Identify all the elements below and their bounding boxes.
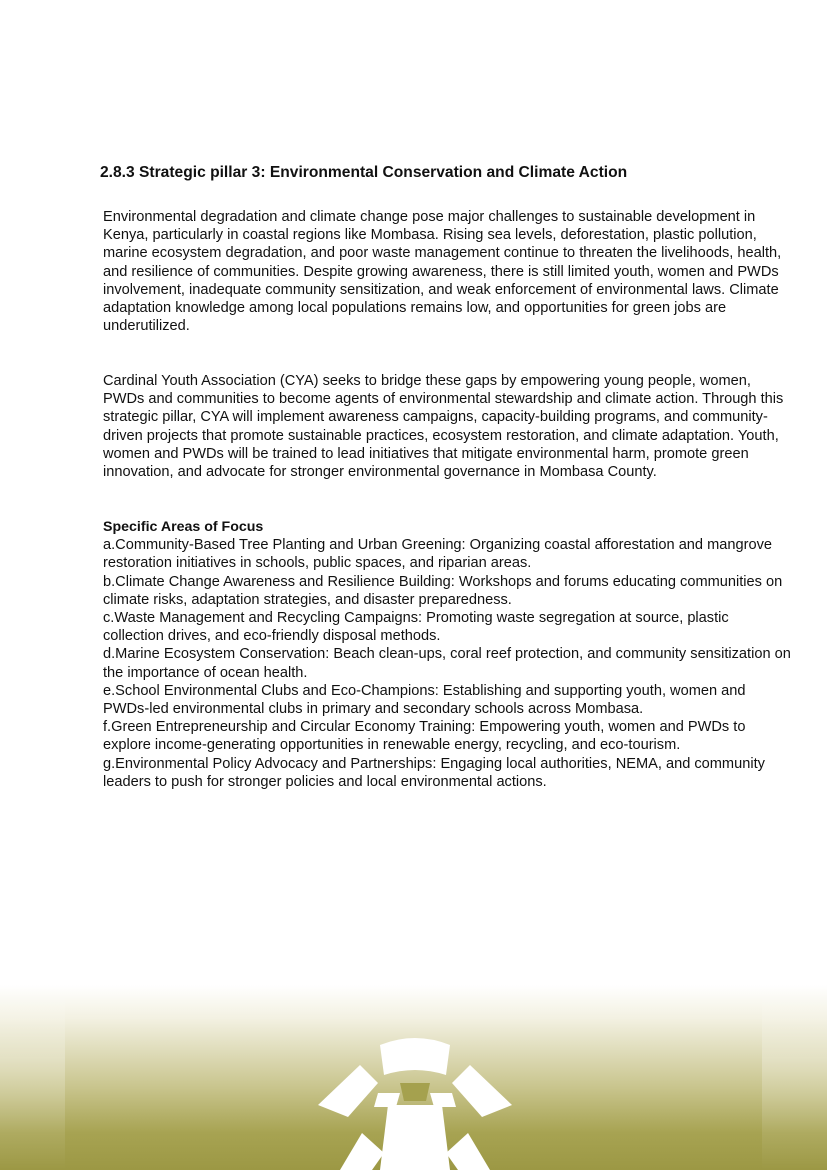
logo-arch-shape — [380, 1038, 450, 1075]
paragraph-text: Cardinal Youth Association (CYA) seeks to bridge these gaps by empowering young people, women, PWDs and communities to become agents of environmental stewardship and climate action. Through this strategic pillar, CYA will implement awareness campaigns, capacity-building programs, and community-driven projects that promote sustainable practices, ecosystem restoration, and climate adaptation. Youth, women and PWDs will be trained to lead initiatives that mitigate environmental harm, promote green innovation, and advocate for stronger environmental governance in Mombasa County. — [103, 373, 784, 481]
focus-item: c.Waste Management and Recycling Campaigns: Promoting waste segregation at source, plastic collection drives, and eco-friendly disposal methods. — [103, 610, 729, 645]
focus-areas-title: Specific Areas of Focus — [103, 519, 264, 535]
focus-item: a.Community-Based Tree Planting and Urban Greening: Organizing coastal afforestation and mangrove restoration initiatives in schools, public spaces, and riparian areas. — [103, 537, 772, 572]
intro-paragraph — [103, 208, 793, 335]
focus-item: g.Environmental Policy Advocacy and Partnerships: Engaging local authorities, NEMA, and community leaders to push for stronger policies and local environmental actions. — [103, 755, 765, 790]
section-heading: 2.8.3 Strategic pillar 3: Environmental Conservation and Climate Action — [100, 164, 628, 181]
logo-right-leg-shape — [446, 1133, 490, 1170]
logo-center-shape — [380, 1105, 450, 1170]
focus-item: b.Climate Change Awareness and Resilience Building: Workshops and forums educating communities on climate risks, adaptation strategies, and disaster preparedness. — [103, 573, 783, 608]
focus-item: e.School Environmental Clubs and Eco-Champions: Establishing and supporting youth, women and PWDs-led environmental clubs in primary and secondary schools across Mombasa. — [103, 682, 746, 718]
focus-areas-section — [103, 518, 793, 791]
logo-right-arm-shape — [452, 1065, 512, 1117]
paragraph-text: Environmental degradation and climate change pose major challenges to sustainable development in Kenya, particularly in coastal regions like Mombasa. Rising sea levels, deforestation, plastic pollution, marine ecosystem degradation, and poor waste management continue to threaten the livelihoods, health, and resilience of communities. Despite growing awareness, there is still limited youth, women and PWDs involvement, inadequate community sensitization, and weak enforcement of environmental laws. Climate adaptation knowledge among local populations remains low, and opportunities for green jobs are underutilized. — [103, 209, 782, 335]
logo-window-shape — [400, 1083, 430, 1101]
focus-item: d.Marine Ecosystem Conservation: Beach clean-ups, coral reef protection, and community sensitization on the importance of ocean health. — [103, 646, 791, 681]
organization-logo-icon — [300, 1035, 530, 1170]
logo-right-inner-shape — [430, 1093, 456, 1107]
page-number: 33 — [407, 1121, 423, 1137]
logo-left-arm-shape — [318, 1065, 378, 1117]
footer-side-panel — [762, 985, 827, 1170]
footer-side-panel — [0, 985, 65, 1170]
focus-item: f.Green Entrepreneurship and Circular Economy Training: Empowering youth, women and PWDs to explore income-generating opportunities in renewable energy, recycling, and eco-tourism. — [103, 719, 746, 754]
cya-paragraph — [103, 372, 793, 481]
logo-left-inner-shape — [374, 1093, 400, 1107]
logo-left-leg-shape — [340, 1133, 384, 1170]
